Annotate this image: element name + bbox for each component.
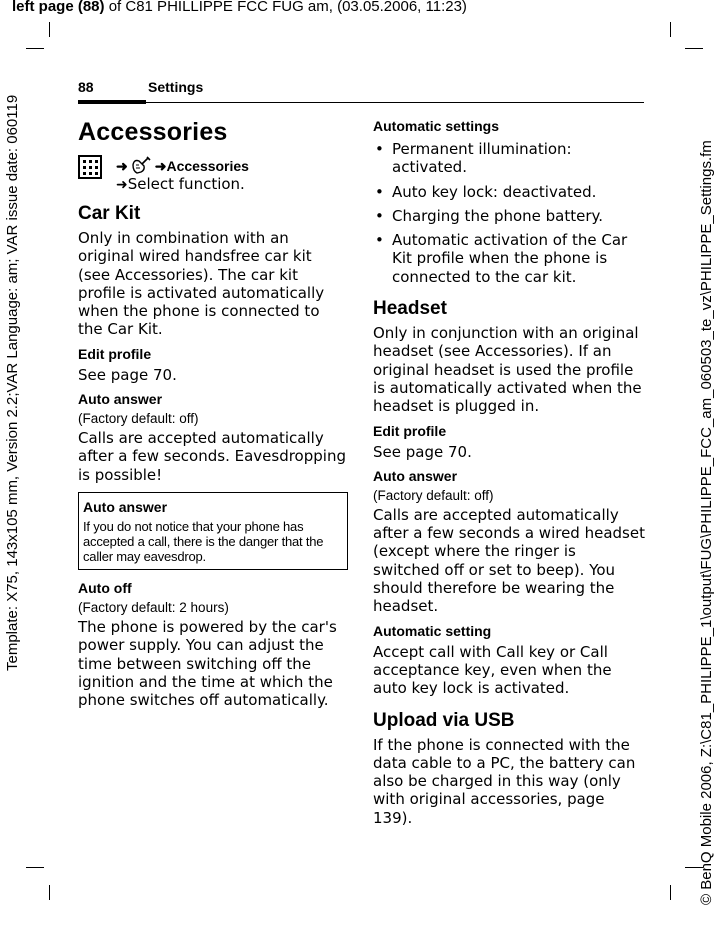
crop-mark xyxy=(49,22,50,37)
page-title: Accessories xyxy=(78,118,228,146)
automatic-settings-heading: Automatic settings xyxy=(373,118,500,134)
menu-path xyxy=(78,153,348,193)
edit-profile-heading: Edit profile xyxy=(78,345,152,362)
automatic-setting-heading: Automatic setting xyxy=(373,622,492,639)
automatic-settings-list xyxy=(373,140,645,286)
menu-item-accessories: Accessories xyxy=(166,158,249,174)
right-column xyxy=(373,118,645,834)
edit-profile-text: See page 70. xyxy=(373,442,472,461)
header-rule-accent xyxy=(78,100,146,104)
arrow-right-icon: ➜ xyxy=(116,157,128,174)
auto-off-default: (Factory default: 2 hours) xyxy=(78,599,229,615)
auto-answer-heading: Auto answer xyxy=(78,391,163,408)
automatic-setting-text: Accept call with Call key or Call acceptance key, even when the auto key lock is activated. xyxy=(373,642,612,698)
crop-mark xyxy=(670,885,671,900)
auto-off-heading: Auto off xyxy=(78,579,132,596)
crop-mark xyxy=(49,885,50,900)
note-title: Auto answer xyxy=(83,498,168,515)
arrow-right-icon: ➜ xyxy=(116,177,128,193)
crop-mark xyxy=(26,867,44,868)
left-column xyxy=(78,118,348,716)
edit-profile-heading: Edit profile xyxy=(373,422,447,439)
select-function-label: Select function. xyxy=(127,175,245,193)
menu-path-row xyxy=(116,156,249,176)
headset-intro: Only in conjunction with an original headset (see Accessories). If an original headset is used the profile is automatically activated when the headset is plugged in. xyxy=(373,324,642,416)
carkit-intro: Only in combination with an original wired handsfree car kit (see Accessories). The car kit profile is activated automatically when the phone is connected to the Car Kit. xyxy=(78,229,325,339)
auto-answer-default: (Factory default: off) xyxy=(373,487,494,503)
list-item: • Charging the phone battery. xyxy=(373,207,645,225)
warning-note xyxy=(78,492,348,570)
menu-grid-icon xyxy=(78,155,102,179)
auto-answer-text: Calls are accepted automatically after a few seconds a wired headset (except where the ringer is switched off or set to beep). You should therefore be wearing the headset. xyxy=(373,505,645,616)
crop-mark xyxy=(670,22,671,37)
page-number: 88 xyxy=(78,79,94,95)
auto-answer-default: (Factory default: off) xyxy=(78,411,199,427)
wrench-hand-icon xyxy=(130,156,152,176)
auto-answer-text: Calls are accepted automatically after a few seconds. Eavesdropping is possible! xyxy=(78,429,346,484)
crop-mark xyxy=(26,48,44,49)
list-item: • Automatic activation of the Car Kit profile when the phone is connected to the car kit. xyxy=(373,231,645,286)
list-item: • Auto key lock: deactivated. xyxy=(373,183,645,201)
list-item: • Permanent illumination: activated. xyxy=(373,140,645,177)
carkit-heading: Car Kit xyxy=(78,203,141,224)
copyright-path: © BenQ Mobile 2006, Z:\C81_PHILIPPE_1\output\FUG\PHILIPPE_FCC_am_060503_te_vz\PHILIPPE_Settings.fm xyxy=(698,140,715,905)
header-rule xyxy=(78,102,644,103)
template-info: Template: X75, 143x105 mm, Version 2.2;VAR Language: am; VAR issue date: 060119 xyxy=(4,94,21,671)
note-text: If you do not notice that your phone has accepted a call, there is the danger that the caller may eavesdrop. xyxy=(83,518,324,564)
auto-off-text: The phone is powered by the car's power supply. You can adjust the time between switching off the ignition and the time at which the phone switches off automatically. xyxy=(78,617,337,710)
arrow-right-icon: ➜ xyxy=(154,157,167,174)
auto-answer-heading: Auto answer xyxy=(373,467,458,484)
headset-heading: Headset xyxy=(373,298,447,320)
crop-mark xyxy=(685,48,703,49)
usb-text: If the phone is connected with the data cable to a PC, the battery can also be charged in this way (only with original accessories, page 139). xyxy=(373,735,636,827)
usb-heading: Upload via USB xyxy=(373,709,515,731)
edit-profile-text: See page 70. xyxy=(78,365,177,384)
section-title: Settings xyxy=(148,79,204,95)
print-header: left page (88) of C81 PHILLIPPE FCC FUG am, (03.05.2006, 11:23) xyxy=(12,0,467,15)
menu-path-row xyxy=(116,175,245,193)
